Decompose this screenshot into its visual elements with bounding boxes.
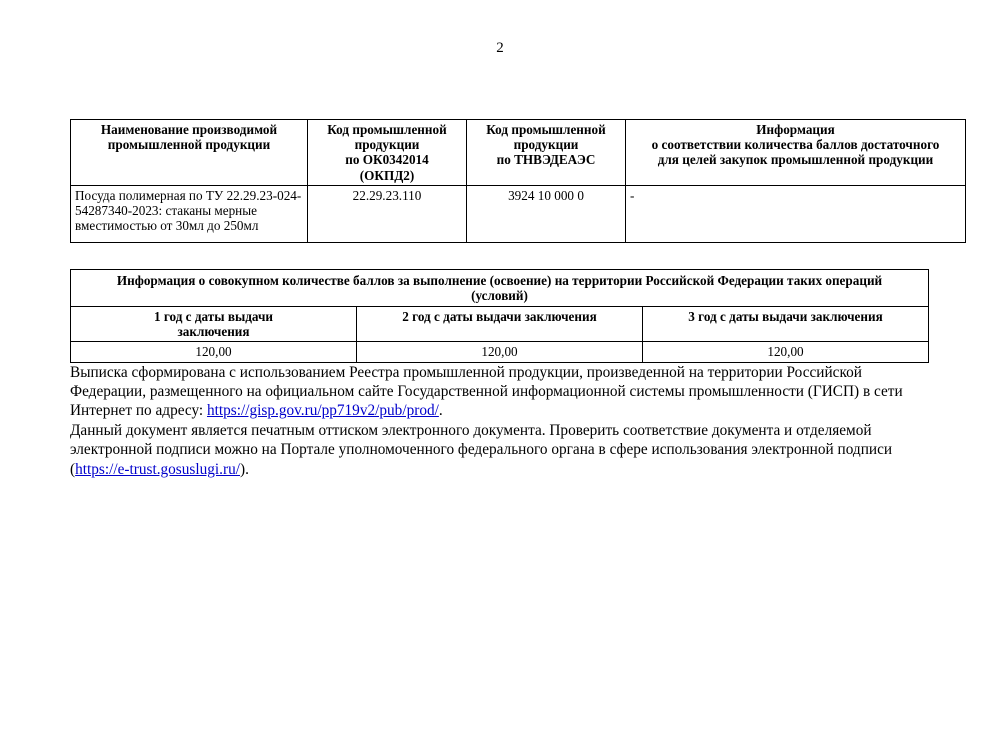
cell-tnved: 3924 10 000 0 [467, 185, 626, 242]
header-line: по ТНВЭДЕАЭС [496, 152, 596, 168]
paragraph-signature-check [70, 421, 930, 479]
paragraph-text: Данный документ является печатным оттиском электронного документа. Проверить соответствие документа и отделяемой электронной подписи можно на Портале уполномоченного федерального органа в сфере использования электронной подписи ( [70, 421, 893, 478]
header-line: для целей закупок промышленной продукции [657, 152, 934, 168]
col-header-okpd2 [308, 120, 467, 186]
cell-year-2-points: 120,00 [357, 342, 643, 362]
paragraph-text: . [438, 402, 443, 420]
header-line: Код промышленной [486, 122, 606, 137]
header-line: Информация [756, 122, 835, 137]
header-line: заключения [177, 324, 250, 340]
col-header-year-2: 2 год с даты выдачи заключения [357, 307, 643, 342]
header-line: по ОК0342014 [345, 152, 429, 168]
title-line: (условий) [471, 287, 528, 303]
product-table [70, 119, 966, 243]
col-header-year-3: 3 год с даты выдачи заключения [643, 307, 929, 342]
header-line: Код промышленной [327, 122, 447, 137]
table-title-row [71, 269, 929, 306]
header-line: о соответствии количества баллов достаточного [651, 137, 940, 153]
header-line: 1 год с даты выдачи [153, 309, 274, 325]
header-line: продукции [513, 137, 579, 153]
points-table [70, 269, 929, 363]
header-line: продукции [354, 137, 420, 153]
cell-year-3-points: 120,00 [643, 342, 929, 362]
table-row [71, 342, 929, 362]
table-row [71, 185, 966, 242]
paragraph-registry-source [70, 363, 930, 421]
col-header-year-1 [71, 307, 357, 342]
paragraph-text: Выписка сформирована с использованием Реестра промышленной продукции, произведенной на территории Российской Федерации, размещенного на официальном сайте Государственной информационной системы промышленности (ГИСП) в сети Интернет по адресу: [70, 363, 903, 420]
document-page [0, 40, 1000, 747]
title-line: Информация о совокупном количестве баллов за выполнение (освоение) на территории Российской Федерации таких операций [116, 272, 883, 288]
cell-info: - [626, 185, 966, 242]
header-line: промышленной продукции [107, 137, 271, 153]
header-line: Наименование производимой [100, 122, 278, 137]
page-number: 2 [496, 40, 504, 56]
col-header-product-name [71, 120, 308, 186]
cell-year-1-points: 120,00 [71, 342, 357, 362]
table-header-row [71, 307, 929, 342]
points-table-title [71, 269, 929, 306]
cell-product-name: Посуда полимерная по ТУ 22.29.23-024-54287340-2023: стаканы мерные вместимостью от 30мл до 250мл [71, 185, 308, 242]
gisp-link[interactable]: https://gisp.gov.ru/pp719v2/pub/prod/ [207, 402, 439, 420]
etrust-link[interactable]: https://e-trust.gosuslugi.ru/ [75, 460, 240, 478]
cell-okpd2: 22.29.23.110 [308, 185, 467, 242]
col-header-tnved [467, 120, 626, 186]
header-line: (ОКПД2) [359, 167, 415, 183]
paragraph-text: ). [239, 460, 249, 478]
table-header-row [71, 120, 966, 186]
col-header-info [626, 120, 966, 186]
document-content [70, 119, 940, 479]
